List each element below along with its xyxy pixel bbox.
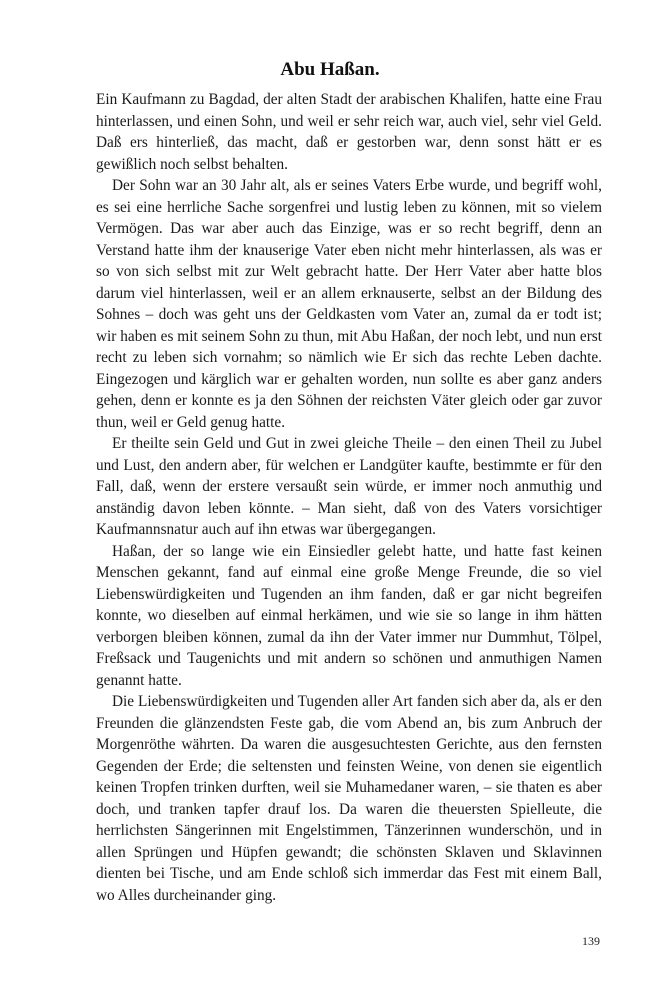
paragraph: Der Sohn war an 30 Jahr alt, als er seines Vaters Erbe wurde, und begriff wohl, es sei eine herrliche Sache sorgenfrei und lustig leben zu können, mit so vielem Vermögen. Das war aber auch das Einzige, was er so recht begriff, denn an Verstand hatte ihm der knauserige Vater eben nicht mehr hinterlassen, als was er so von sich selbst mit zur Welt gebracht hatte. Der Herr Vater aber hatte blos darum viel hinterlassen, weil er an allem erknauserte, selbst an der Bildung des Sohnes – doch was geht uns der Geldkasten vom Vater an, zumal da er todt ist; wir haben es mit seinem Sohn zu thun, mit Abu Haßan, der noch lebt, und nun erst recht zu leben sich vornahm; so nämlich wie Er sich das rechte Leben dachte. Eingezogen und kärglich war er gehalten worden, nun sollte es aber ganz anders gehen, denn er konnte es ja den Söhnen der reichsten Väter gleich oder gar zuvor thun, weil er Geld genug hatte. [96,177,602,431]
paragraph: Die Liebenswürdigkeiten und Tugenden aller Art fanden sich aber da, als er den Freunden die glänzendsten Feste gab, die vom Abend an, bis zum Anbruch der Morgenröthe währten. Da waren die ausgesuchtesten Gerichte, aus den fernsten Gegenden der Erde; die seltensten und feinsten Weine, von denen sie eigentlich keinen Tropfen trinken durften, weil sie Muhamedaner waren, – sie thaten es aber doch, und tranken tapfer drauf los. Da waren die theuersten Spielleute, die herrlichsten Sängerinnen mit Engelstimmen, Tänzerinnen wunderschön, und in allen Sprüngen und Hüpfen gewandt; die schönsten Sklaven und Sklavinnen dienten bei Tische, und am Ende schloß sich immerdar das Fest mit einem Ball, wo Alles durcheinander ging. [96,693,602,904]
paragraph: Haßan, der so lange wie ein Einsiedler gelebt hatte, und hatte fast keinen Menschen gekannt, fand auf einmal eine große Menge Freunde, die so viel Liebenswürdigkeiten und Tugenden an ihm fanden, daß er gar nicht begreifen konnte, wo dieselben auf einmal herkämen, und wie sie so lange in ihm hätten verborgen bleiben können, zumal da ihn der Vater immer nur Dummhut, Tölpel, Freßsack und Taugenichts und mit andern so schönen und anmuthigen Namen genannt hatte. [96,542,602,689]
paragraph: Ein Kaufmann zu Bagdad, der alten Stadt der arabischen Khalifen, hatte eine Frau hinterlassen, und einen Sohn, und weil er sehr reich war, auch viel, sehr viel Geld. Daß ers hinterließ, das macht, daß er gestorben war, denn sonst hätt er es gewißlich noch selbst behalten. [96,91,602,173]
chapter-title: Abu Haßan. [280,59,380,80]
page-number: 139 [582,934,600,948]
body-text [96,89,602,906]
paragraph: Er theilte sein Geld und Gut in zwei gleiche Theile – den einen Theil zu Jubel und Lust, den andern aber, für welchen er Landgüter kaufte, bestimmte er für den Fall, daß, wenn der erstere versaußt sein würde, er immer noch anmuthig und anständig davon leben könnte. – Man sieht, daß von des Vaters vorsichtiger Kaufmannsnatur auch auf ihn etwas war übergegangen. [96,435,602,538]
